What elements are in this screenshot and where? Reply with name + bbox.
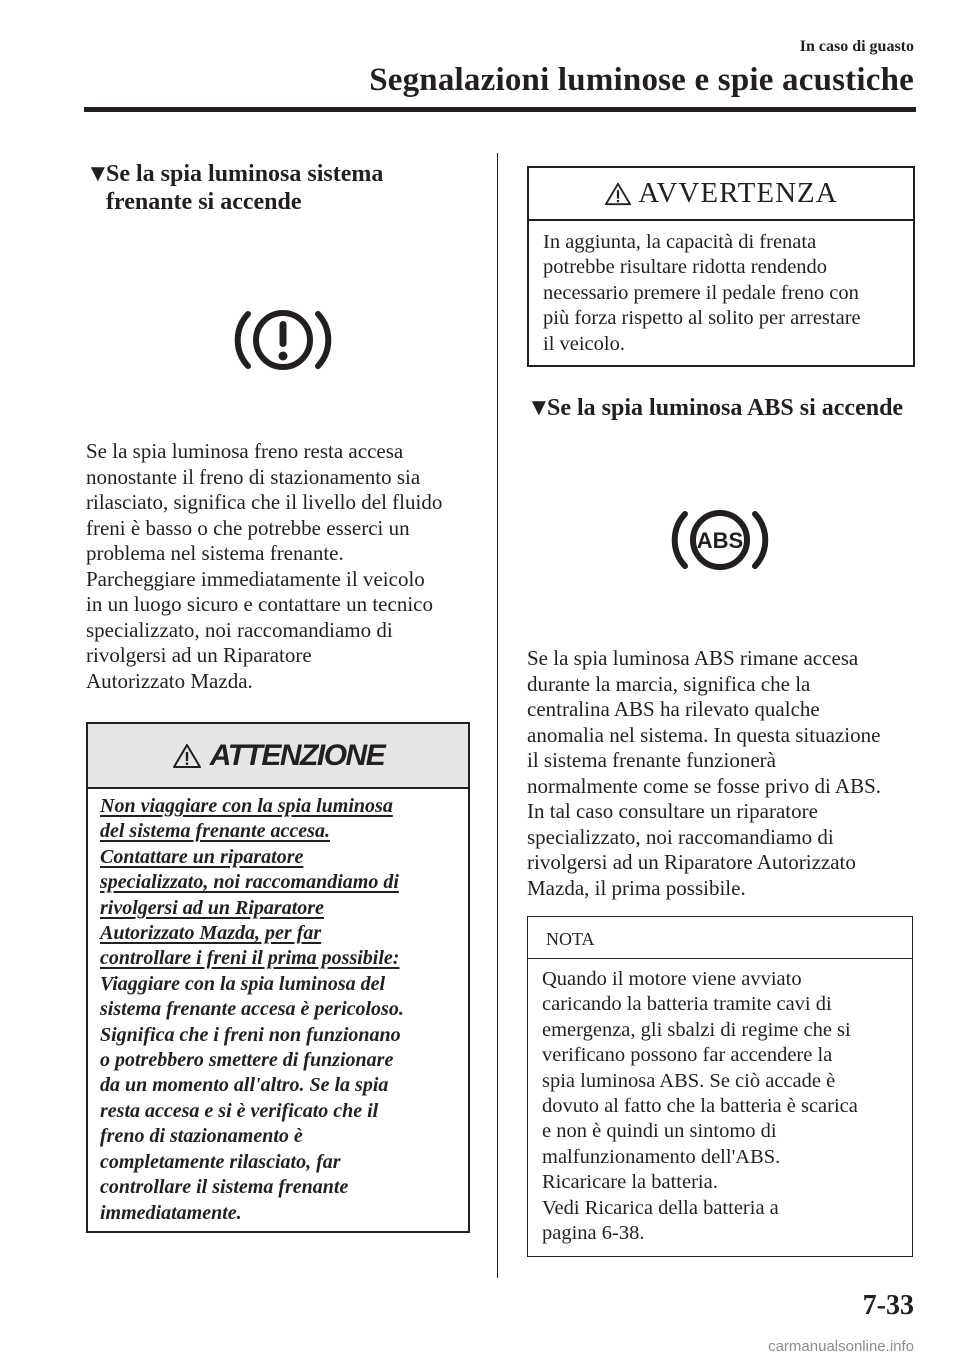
text-line: centralina ABS ha rilevato qualche	[527, 697, 820, 721]
abs-description	[527, 646, 922, 901]
text-line: rilasciato, significa che il livello del fluido	[86, 490, 443, 514]
attention-box	[86, 722, 470, 1233]
text-line: completamente rilasciato, far	[100, 1150, 341, 1173]
text-line: rivolgersi ad un Riparatore	[100, 896, 324, 919]
text-line: Ricaricare la batteria.	[542, 1171, 718, 1194]
page-title: Segnalazioni luminose e spie acustiche	[369, 62, 914, 98]
text-line: o potrebbero smettere di funzionare	[100, 1049, 394, 1072]
attention-header	[88, 724, 468, 789]
text-line: Mazda, il prima possibile.	[527, 875, 746, 900]
text-line: nonostante il freno di stazionamento sia	[86, 464, 421, 489]
text-line: emergenza, gli sbalzi di regime che si	[542, 1018, 851, 1041]
text-line: Se la spia luminosa ABS rimane accesa	[527, 646, 859, 670]
text-line: rivolgersi ad un Riparatore	[86, 643, 312, 667]
text-line: dovuto al fatto che la batteria è scarica	[542, 1095, 858, 1118]
text-line: freno di stazionamento è	[100, 1125, 303, 1148]
down-triangle-icon: ▼	[86, 161, 110, 187]
chapter-label: In caso di guasto	[799, 38, 914, 55]
text-line: specializzato, noi raccomandiamo di	[527, 824, 834, 849]
brake-section-heading: ▼Se la spia luminosa sistema frenante si accende	[86, 161, 384, 215]
caution-triangle-icon	[604, 181, 632, 207]
text-line: il sistema frenante funzionerà	[527, 748, 776, 772]
text-line: Se la spia luminosa freno resta accesa	[86, 439, 404, 463]
text-line: in un luogo sicuro e contattare un tecnico	[86, 592, 433, 616]
text-line: normalmente come se fosse privo di ABS.	[527, 773, 882, 798]
text-line: più forza rispetto al solito per arrestare	[543, 307, 861, 330]
text-line: Parcheggiare immediatamente il veicolo	[86, 566, 425, 591]
abs-section-heading: ▼Se la spia luminosa ABS si accende	[527, 395, 904, 421]
text-line: Significa che i freni non funzionano	[100, 1023, 401, 1046]
text-line: Autorizzato Mazda, per far	[100, 922, 322, 945]
text-line: pagina 6-38.	[542, 1222, 645, 1245]
text-line: Quando il motore viene avviato	[542, 968, 802, 990]
text-line: potrebbe risultare ridotta rendendo	[543, 256, 828, 279]
warning-header	[529, 168, 913, 221]
text-line: immediatamente.	[100, 1201, 242, 1224]
text-line: sistema frenante accesa è pericoloso.	[100, 998, 404, 1021]
attention-text	[88, 789, 468, 1226]
watermark: carmanualsonline.info	[768, 1338, 914, 1355]
text-line: e non è quindi un sintomo di	[542, 1120, 777, 1143]
text-line: problema nel sistema frenante.	[86, 541, 344, 565]
caution-triangle-icon	[172, 742, 202, 770]
text-line: Vedi Ricarica della batteria a	[542, 1196, 779, 1219]
text-line: controllare i freni il prima possibile:	[100, 947, 400, 970]
text-line: specializzato, noi raccomandiamo di	[86, 617, 393, 642]
abs-warning-icon	[664, 500, 776, 580]
text-line: anomalia nel sistema. In questa situazione	[527, 722, 881, 747]
text-line: del sistema frenante accesa.	[100, 820, 330, 843]
brake-warning-icon	[228, 300, 338, 380]
text-line: specializzato, noi raccomandiamo di	[100, 871, 399, 894]
text-line: controllare il sistema frenante	[100, 1176, 349, 1199]
text-line: Non viaggiare con la spia luminosa	[100, 795, 393, 817]
text-line: durante la marcia, significa che la	[527, 671, 811, 696]
warning-text	[529, 221, 913, 357]
text-line: In aggiunta, la capacità di frenata	[543, 231, 817, 253]
text-line: rivolgersi ad un Riparatore Autorizzato	[527, 850, 856, 874]
note-box	[527, 916, 913, 1257]
text-line: In tal caso consultare un riparatore	[527, 799, 818, 823]
text-line: Contattare un riparatore	[100, 845, 304, 868]
attention-title: ATTENZIONE	[209, 738, 385, 772]
text-line: necessario premere il pedale freno con	[543, 281, 859, 304]
text-line: caricando la batteria tramite cavi di	[542, 993, 832, 1016]
down-triangle-icon: ▼	[527, 395, 551, 421]
warning-box	[527, 166, 915, 367]
text-line: il veicolo.	[543, 332, 625, 355]
brake-description	[86, 439, 481, 694]
page-number: 7-33	[862, 1290, 914, 1321]
text-line: malfunzionamento dell'ABS.	[542, 1145, 781, 1168]
text-line: Autorizzato Mazda.	[86, 668, 253, 693]
text-line: spia luminosa ABS. Se ciò accade è	[542, 1069, 836, 1092]
warning-title: AVVERTENZA	[638, 177, 838, 209]
text-line: freni è basso o che potrebbe esserci un	[86, 515, 410, 540]
text-line: verificano possono far accendere la	[542, 1044, 833, 1067]
header-rule	[84, 107, 916, 112]
column-divider	[497, 153, 498, 1278]
text-line: Viaggiare con la spia luminosa del	[100, 972, 386, 995]
text-line: da un momento all'altro. Se la spia	[100, 1074, 389, 1097]
text-line: resta accesa e si è verificato che il	[100, 1099, 379, 1122]
abs-icon-label: ABS	[696, 528, 744, 553]
note-title: NOTA	[528, 917, 912, 959]
note-text	[528, 959, 912, 1246]
